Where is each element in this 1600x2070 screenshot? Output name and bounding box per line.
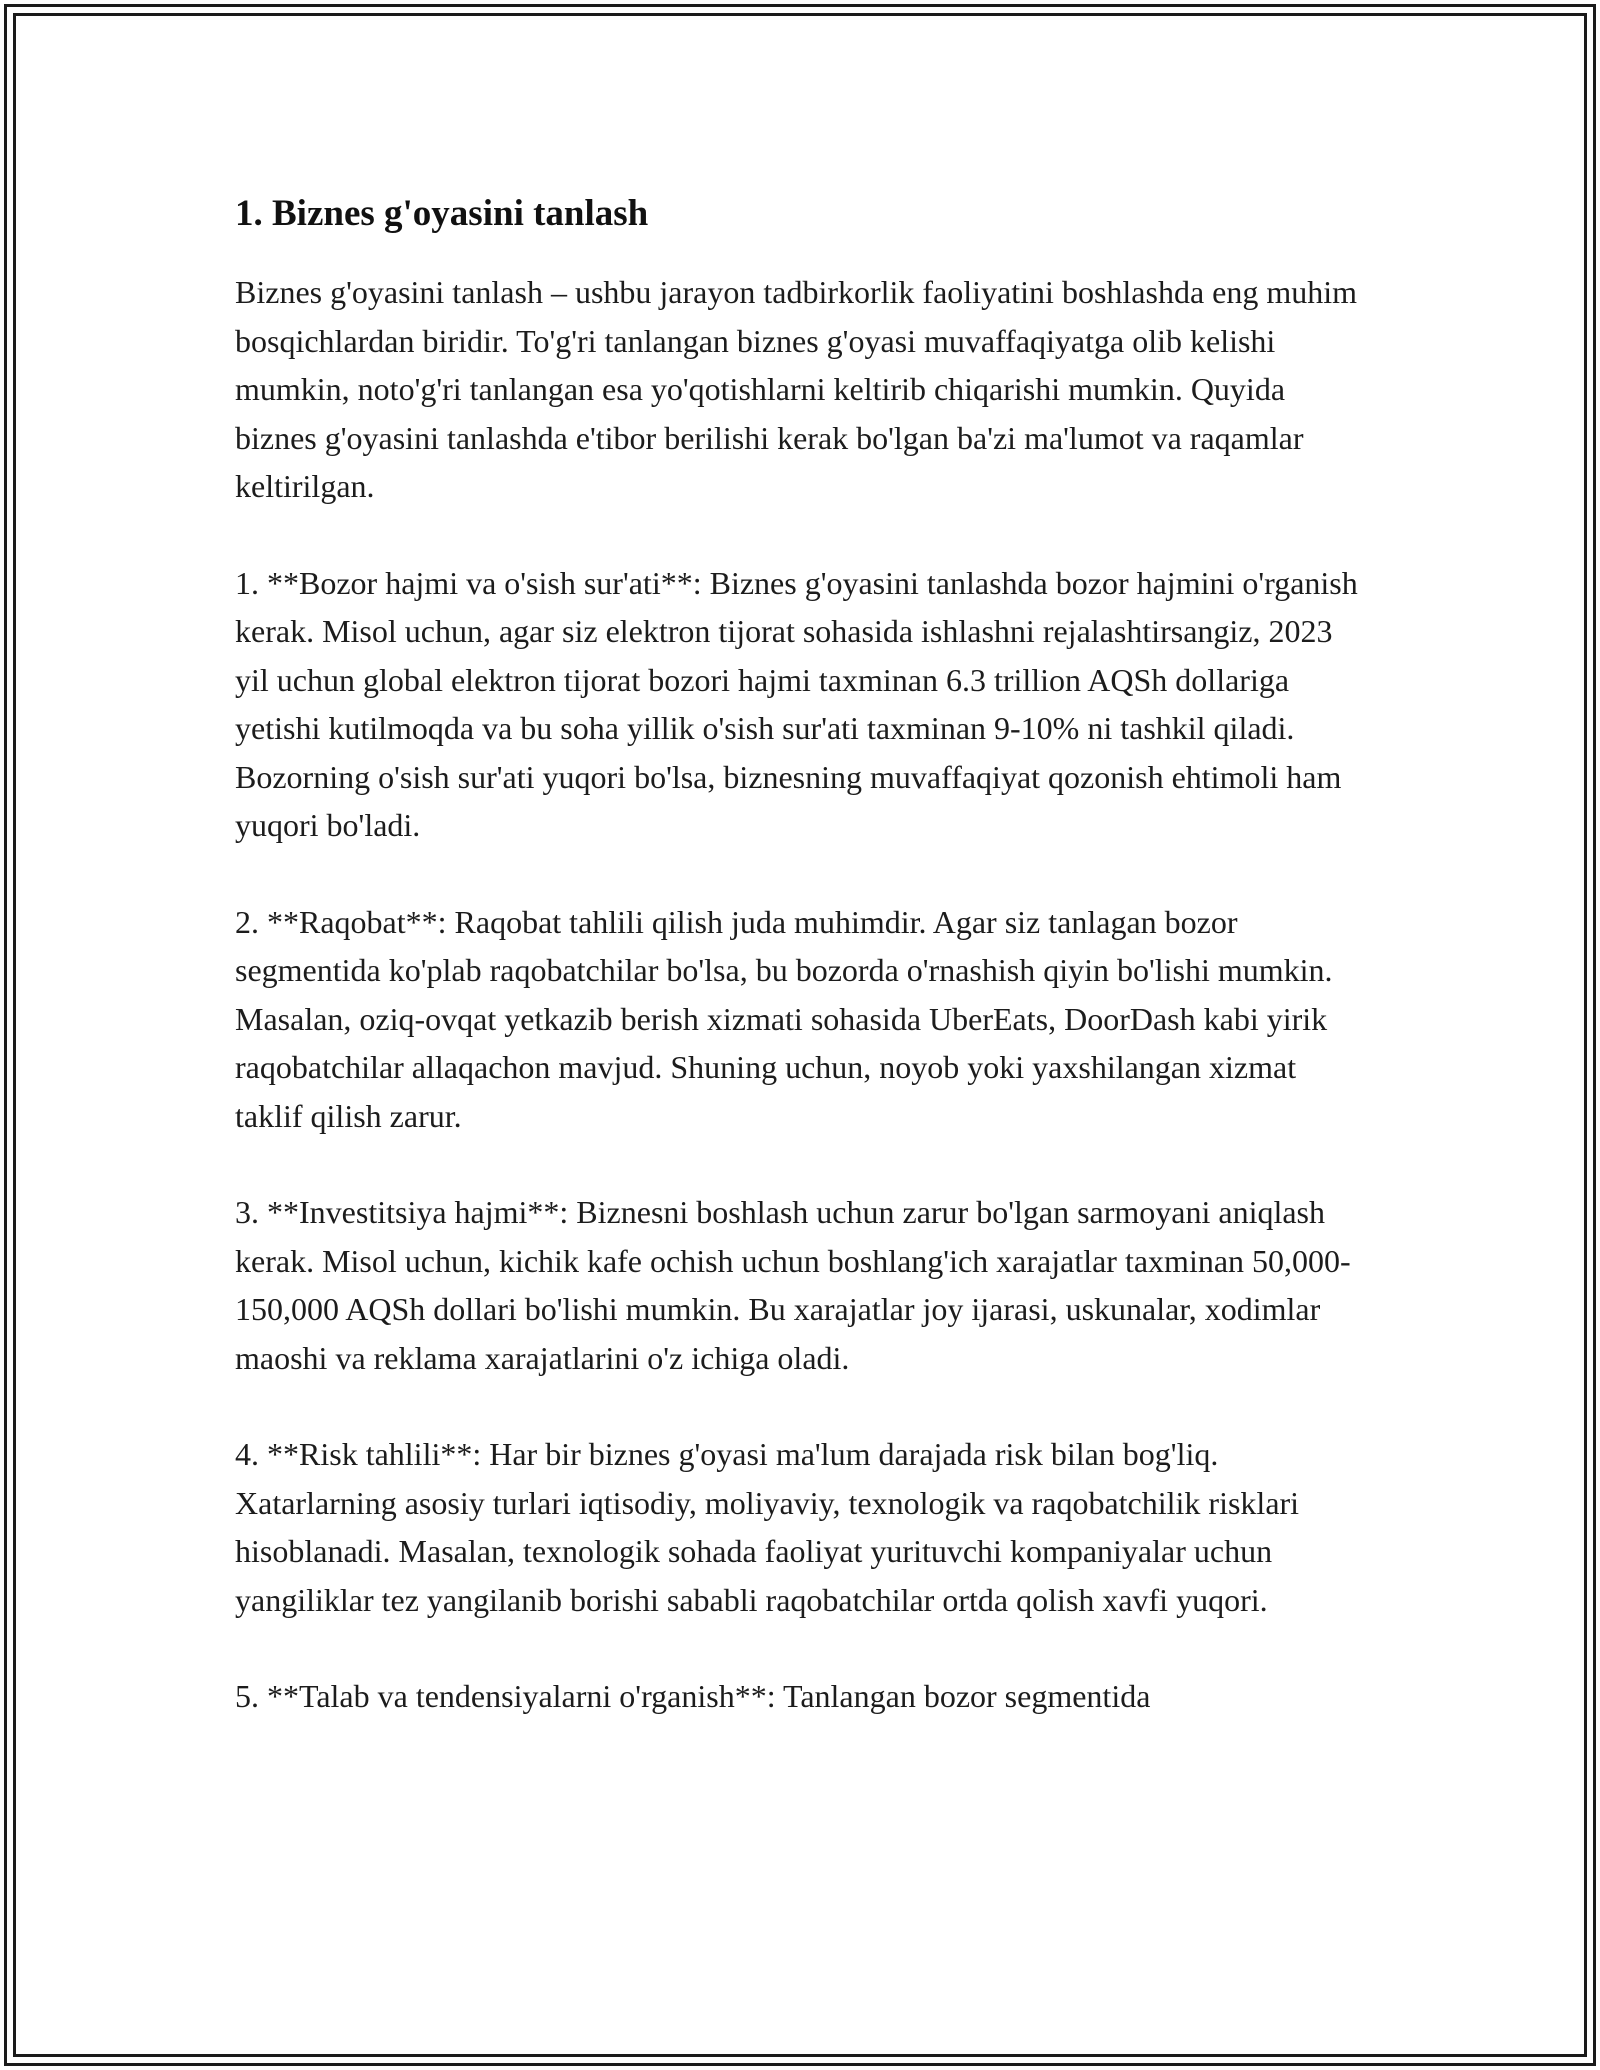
paragraph-market-size: 1. **Bozor hajmi va o'sish sur'ati**: Biznes g'oyasini tanlashda bozor hajmini o'rganish kerak. Misol uchun, agar siz elektron tijorat sohasida ishlashni rejalashtirsangiz, 2023 yil uchun global elektron tijorat bozori hajmi taxminan 6.3 trillion AQSh dollariga yetishi kutilmoqda va bu soha yillik o'sish sur'ati taxminan 9-10% ni tashkil qiladi. Bozorning o'sish sur'ati yuqori bo'lsa, biznesning muvaffaqiyat qozonish ehtimoli ham yuqori bo'ladi. <box>235 564 1358 843</box>
document-body <box>235 186 1365 1769</box>
paragraph-demand-trends: 5. **Talab va tendensiyalarni o'rganish**: Tanlangan bozor segmentida <box>235 1678 1151 1714</box>
section-heading: 1. Biznes g'oyasini tanlash <box>235 193 649 234</box>
paragraph-investment: 3. **Investitsiya hajmi**: Biznesni boshlash uchun zarur bo'lgan sarmoyani aniqlash kerak. Misol uchun, kichik kafe ochish uchun boshlang'ich xarajatlar taxminan 50,000-150,000 AQSh dollari bo'lishi mumkin. Bu xarajatlar joy ijarasi, uskunalar, xodimlar maoshi va reklama xarajatlarini o'z ichiga oladi. <box>235 1194 1351 1376</box>
paragraph-competition: 2. **Raqobat**: Raqobat tahlili qilish juda muhimdir. Agar siz tanlagan bozor segmentida ko'plab raqobatchilar bo'lsa, bu bozorda o'rnashish qiyin bo'lishi mumkin. Masalan, oziq-ovqat yetkazib berish xizmati sohasida UberEats, DoorDash kabi yirik raqobatchilar allaqachon mavjud. Shuning uchun, noyob yoki yaxshilangan xizmat taklif qilish zarur. <box>235 903 1333 1134</box>
paragraph-risk-analysis: 4. **Risk tahlili**: Har bir biznes g'oyasi ma'lum darajada risk bilan bog'liq. Xatarlarning asosiy turlari iqtisodiy, moliyaviy, texnologik va raqobatchilik risklari hisoblanadi. Masalan, texnologik sohada faoliyat yurituvchi kompaniyalar uchun yangiliklar tez yangilanib borishi sababli raqobatchilar ortda qolish xavfi yuqori. <box>235 1436 1300 1618</box>
intro-paragraph: Biznes g'oyasini tanlash – ushbu jarayon tadbirkorlik faoliyatini boshlashda eng muhim bosqichlardan biridir. To'g'ri tanlangan biznes g'oyasi muvaffaqiyatga olib kelishi mumkin, noto'g'ri tanlangan esa yo'qotishlarni keltirib chiqarishi mumkin. Quyida biznes g'oyasini tanlashda e'tibor berilishi kerak bo'lgan ba'zi ma'lumot va raqamlar keltirilgan. <box>235 274 1358 504</box>
